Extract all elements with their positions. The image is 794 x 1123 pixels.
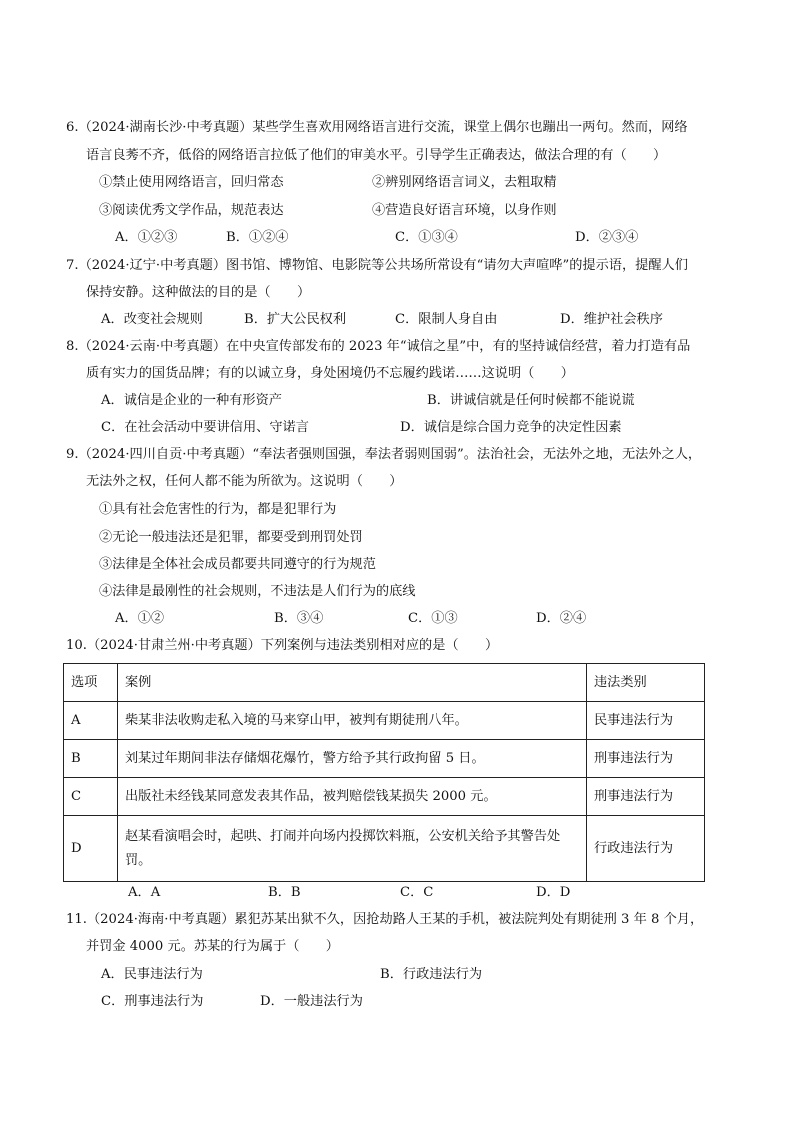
question-9-item: ①具有社会危害性的行为，都是犯罪行为 xyxy=(99,502,337,517)
question-10-table xyxy=(63,663,705,882)
question-9-option: B．③④ xyxy=(274,611,324,626)
question-6-option: B．①②④ xyxy=(226,230,289,245)
question-6-option: A．①②③ xyxy=(115,230,178,245)
question-11-option: C．刑事违法行为 xyxy=(101,994,204,1009)
question-6-item: ④营造良好语言环境，以身作则 xyxy=(372,203,557,218)
question-9-stem: 9.（2024·四川自贡·中考真题）“奉法者强则国强，奉法者弱则国弱”。法治社会，无法外之地，无法外之人， xyxy=(66,447,702,462)
table-header-cell: 案例 xyxy=(118,664,587,702)
table-header-cell: 违法类别 xyxy=(587,664,705,702)
question-10-option: B．B xyxy=(268,885,301,900)
question-8-option: C．在社会活动中要讲信用、守诺言 xyxy=(101,420,309,435)
question-9-item: ③法律是全体社会成员都要共同遵守的行为规范 xyxy=(99,557,376,572)
question-6-option: C．①③④ xyxy=(395,230,458,245)
table-cell-category: 刑事违法行为 xyxy=(587,778,705,816)
question-6-item: ①禁止使用网络语言，回归常态 xyxy=(99,175,284,190)
question-6-item: ③阅读优秀文学作品，规范表达 xyxy=(99,203,284,218)
table-row xyxy=(64,816,705,882)
question-9-item: ④法律是最刚性的社会规则，不违法是人们行为的底线 xyxy=(99,584,416,599)
table-cell-case: 赵某看演唱会时，起哄、打闹并向场内投掷饮料瓶，公安机关给予其警告处罚。 xyxy=(118,816,587,882)
question-7-stem-cont: 保持安静。这种做法的目的是（ ） xyxy=(86,285,311,300)
question-9-option: D．②④ xyxy=(536,611,587,626)
table-cell-case: 刘某过年期间非法存储烟花爆竹，警方给予其行政拘留 5 日。 xyxy=(118,740,587,778)
question-7-option: B．扩大公民权利 xyxy=(244,312,347,327)
question-10-stem: 10.（2024·甘肃兰州·中考真题）下列案例与违法类别相对应的是（ ） xyxy=(66,638,499,653)
question-9-option: C．①③ xyxy=(408,611,458,626)
table-cell-option: A xyxy=(64,702,118,740)
question-6-item: ②辨别网络语言词义，去粗取精 xyxy=(372,175,557,190)
table-cell-option: C xyxy=(64,778,118,816)
table-row xyxy=(64,702,705,740)
question-11-option: A．民事违法行为 xyxy=(101,967,203,982)
question-7-option: A．改变社会规则 xyxy=(101,312,203,327)
question-9-option: A．①② xyxy=(115,611,165,626)
table-cell-option: B xyxy=(64,740,118,778)
table-header-cell: 选项 xyxy=(64,664,118,702)
table-cell-category: 行政违法行为 xyxy=(587,816,705,882)
question-6-option: D．②③④ xyxy=(575,230,639,245)
question-11-option: B．行政违法行为 xyxy=(380,967,483,982)
table-row xyxy=(64,778,705,816)
table-cell-case: 柴某非法收购走私入境的马来穿山甲，被判有期徒刑八年。 xyxy=(118,702,587,740)
question-8-option: B．讲诚信就是任何时候都不能说谎 xyxy=(427,393,635,408)
table-row xyxy=(64,740,705,778)
question-10-option: D．D xyxy=(536,885,571,900)
table-cell-case: 出版社未经钱某同意发表其作品，被判赔偿钱某损失 2000 元。 xyxy=(118,778,587,816)
question-11-stem: 11.（2024·海南·中考真题）累犯苏某出狱不久，因抢劫路人王某的手机，被法院判处有期徒刑 3 年 8 个月， xyxy=(66,912,704,927)
question-10-option: C．C xyxy=(400,885,434,900)
question-10-option: A．A xyxy=(128,885,161,900)
table-header-row xyxy=(64,664,705,702)
question-9-stem-cont: 无法外之权，任何人都不能为所欲为。这说明（ ） xyxy=(86,474,403,489)
table-cell-option: D xyxy=(64,816,118,882)
question-8-stem: 8.（2024·云南·中考真题）在中央宣传部发布的 2023 年“诚信之星”中，有的坚持诚信经营，着力打造有品 xyxy=(66,339,691,354)
question-9-item: ②无论一般违法还是犯罪，都要受到刑罚处罚 xyxy=(99,530,363,545)
table-cell-category: 刑事违法行为 xyxy=(587,740,705,778)
table-cell-category: 民事违法行为 xyxy=(587,702,705,740)
question-6-stem: 6.（2024·湖南长沙·中考真题）某些学生喜欢用网络语言进行交流，课堂上偶尔也蹦出一两句。然而，网络 xyxy=(66,120,688,135)
question-8-stem-cont: 质有实力的国货品牌；有的以诚立身，身处困境仍不忘履约践诺……这说明（ ） xyxy=(86,366,574,381)
question-8-option: A．诚信是企业的一种有形资产 xyxy=(101,393,282,408)
question-11-option: D．一般违法行为 xyxy=(260,994,363,1009)
question-8-option: D．诚信是综合国力竞争的决定性因素 xyxy=(400,420,622,435)
question-7-option: D．维护社会秩序 xyxy=(560,312,663,327)
question-11-stem-cont: 并罚金 4000 元。苏某的行为属于（ ） xyxy=(86,939,339,954)
question-7-stem: 7.（2024·辽宁·中考真题）图书馆、博物馆、电影院等公共场所常设有“请勿大声喧哗”的提示语，提醒人们 xyxy=(66,258,688,273)
question-6-stem-cont: 语言良莠不齐，低俗的网络语言拉低了他们的审美水平。引导学生正确表达，做法合理的有（ ） xyxy=(86,148,667,163)
question-7-option: C．限制人身自由 xyxy=(395,312,498,327)
